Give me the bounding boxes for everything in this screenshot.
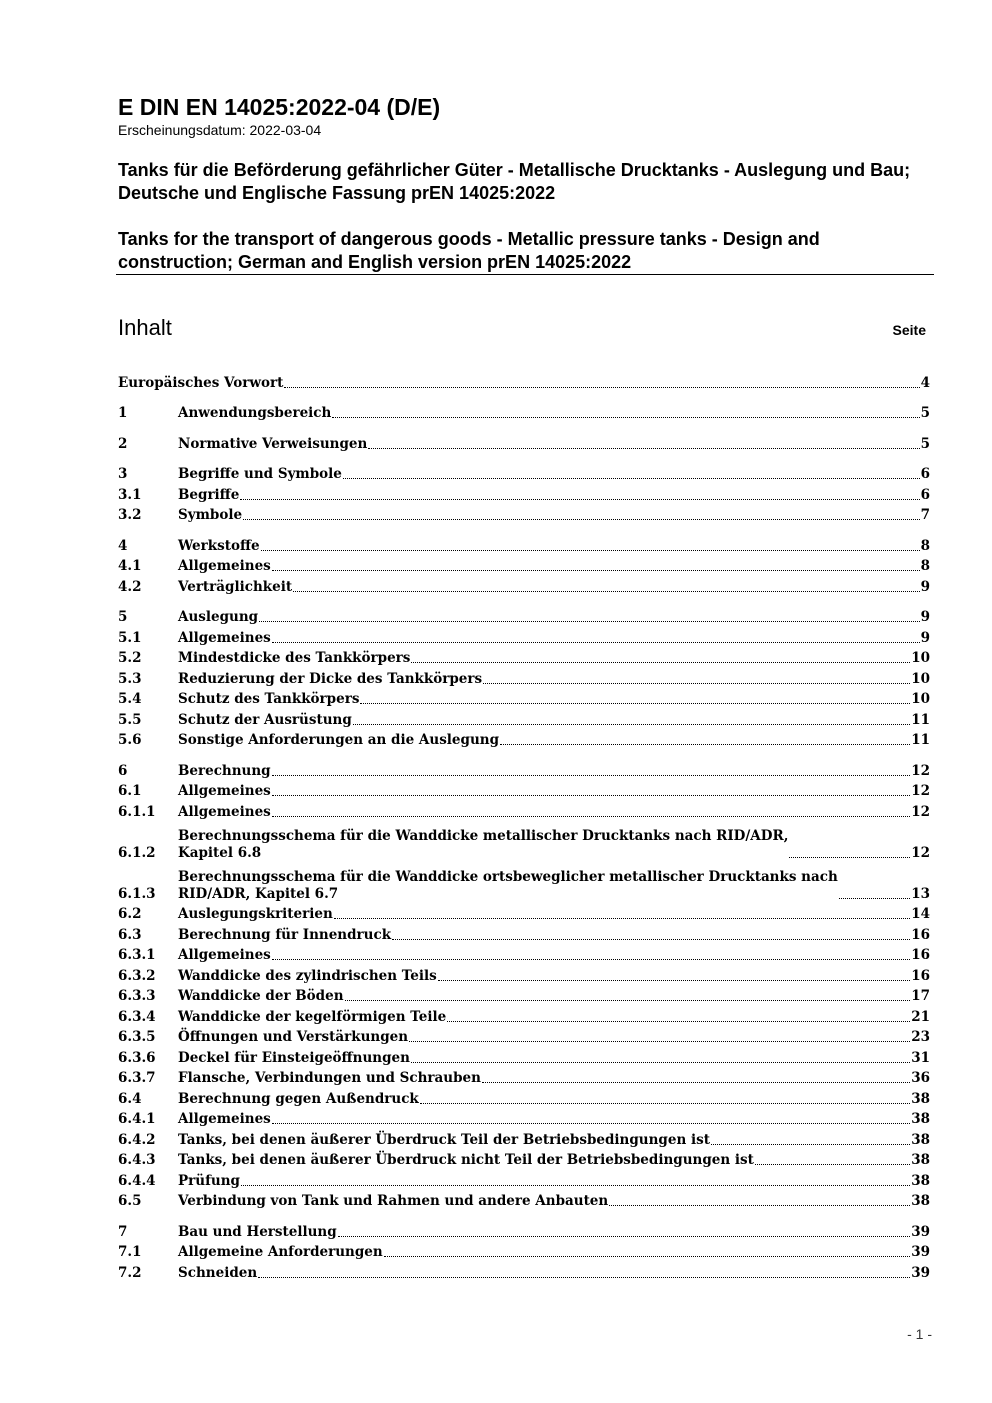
- toc-entry[interactable]: [118, 944, 930, 965]
- toc-dot-leader: [272, 959, 910, 960]
- document-id: E DIN EN 14025:2022-04 (D/E): [118, 94, 441, 120]
- toc-entry-title: Allgemeines: [178, 558, 271, 574]
- toc-entry-page: 39: [911, 1264, 930, 1281]
- toc-entry-body: [178, 927, 930, 944]
- toc-entry[interactable]: [118, 862, 930, 903]
- toc-entry-number: 4.2: [118, 578, 142, 595]
- toc-entry[interactable]: [118, 504, 930, 525]
- toc-entry-number: 7.1: [118, 1244, 142, 1260]
- toc-entry-body: [178, 828, 930, 862]
- toc-entry-page: 36: [911, 1070, 930, 1086]
- toc-entry-body: [178, 558, 930, 575]
- toc-entry-title: Allgemeines: [178, 783, 271, 799]
- toc-entry-page: 21: [911, 1008, 930, 1025]
- toc-dot-leader: [272, 570, 920, 571]
- toc-entry-body: [178, 609, 930, 626]
- toc-dot-leader: [272, 775, 911, 776]
- toc-entry-page: 16: [911, 926, 930, 943]
- toc-entry-page: 23: [911, 1029, 930, 1045]
- title-german: Tanks für die Beförderung gefährlicher Güter - Metallische Drucktanks - Auslegung und Bau; Deutsche und Englische Fassung prEN 14025:2022: [118, 160, 911, 203]
- toc-entry-title: Verträglichkeit: [178, 578, 293, 595]
- toc-entry-body: [178, 906, 930, 923]
- toc-entry-title: Bau und Herstellung: [178, 1223, 337, 1240]
- toc-entry-number: 6.3.6: [118, 1049, 156, 1066]
- toc-entry-title: Auslegung: [178, 609, 259, 625]
- toc-entry-title: Berechnung gegen Außendruck: [178, 1090, 419, 1107]
- toc-entry-title: Allgemeines: [178, 629, 271, 646]
- toc-entry-title: Tanks, bei denen äußerer Überdruck Teil der Betriebsbedingungen ist: [178, 1131, 710, 1148]
- toc-entry[interactable]: [118, 1046, 930, 1067]
- toc-entry-body: [178, 988, 930, 1005]
- toc-entry-title: Flansche, Verbindungen und Schrauben: [178, 1070, 481, 1086]
- toc-entry-title: Berechnung: [178, 762, 271, 779]
- toc-entry-page: 6: [920, 486, 930, 503]
- toc-entry[interactable]: [118, 606, 930, 627]
- toc-dot-leader: [420, 1103, 910, 1104]
- toc-entry-body: [178, 466, 930, 483]
- toc-entry[interactable]: [118, 534, 930, 555]
- toc-entry-body: [178, 487, 930, 504]
- toc-entry-body: [178, 968, 930, 985]
- toc-entry-page: 9: [920, 578, 930, 595]
- toc-dot-leader: [353, 724, 910, 725]
- toc-dot-leader: [609, 1205, 910, 1206]
- toc-entry[interactable]: [118, 626, 930, 647]
- toc-entry-page: 5: [920, 435, 930, 452]
- toc-dot-leader: [272, 1123, 910, 1124]
- toc-entry-number: 3.2: [118, 507, 142, 523]
- toc-entry-body: [178, 1009, 930, 1026]
- toc-dot-leader: [334, 918, 910, 919]
- toc-entry-page: 12: [911, 762, 930, 779]
- toc-entry-title: Öffnungen und Verstärkungen: [178, 1029, 409, 1045]
- toc-dot-leader: [241, 1185, 910, 1186]
- toc-entry-title: Deckel für Einsteigeöffnungen: [178, 1049, 410, 1066]
- toc-entry-title: Symbole: [178, 507, 243, 523]
- toc-entry[interactable]: [118, 371, 930, 392]
- toc-entry[interactable]: [118, 1108, 930, 1129]
- toc-entry[interactable]: [118, 729, 930, 750]
- toc-entry-body: [178, 630, 930, 647]
- toc-entry-page: 9: [920, 629, 930, 646]
- toc-entry-page: 5: [920, 405, 930, 421]
- toc-entry-number: 5.5: [118, 711, 142, 728]
- toc-entry-body: [178, 1132, 930, 1149]
- toc-entry-number: 6.4.3: [118, 1152, 156, 1168]
- toc-entry-number: 6.3.4: [118, 1008, 156, 1025]
- toc-dot-leader: [368, 448, 919, 449]
- toc-entry-page: 38: [911, 1172, 930, 1189]
- toc-dot-leader: [789, 857, 910, 858]
- toc-entry[interactable]: [118, 780, 930, 801]
- toc-entry-number: 7: [118, 1223, 128, 1240]
- toc-entry-title: Berechnungsschema für die Wanddicke metallischer Drucktanks nach RID/ADR, Kapitel 6.8: [178, 827, 789, 861]
- toc-dot-leader: [240, 499, 919, 500]
- toc-entry-title: Wanddicke des zylindrischen Teils: [178, 967, 437, 984]
- toc-dot-leader: [711, 1144, 910, 1145]
- toc-entry-number: 4: [118, 537, 128, 554]
- toc-entry-number: 4.1: [118, 558, 142, 574]
- toc-entry-number: 5.6: [118, 732, 142, 748]
- toc-entry-title: Schutz der Ausrüstung: [178, 711, 352, 728]
- toc-entry-page: 10: [911, 691, 930, 707]
- toc-entry-page: 10: [911, 650, 930, 666]
- toc-entry-number: 6.4.1: [118, 1111, 156, 1127]
- publication-date: Erscheinungsdatum: 2022-03-04: [118, 122, 322, 138]
- toc-entry[interactable]: [118, 964, 930, 985]
- toc-entry[interactable]: [118, 555, 930, 576]
- toc-entry[interactable]: [118, 688, 930, 709]
- toc-entry-body: [118, 375, 930, 392]
- toc-entry-page: 8: [920, 537, 930, 554]
- toc-entry-page: 12: [911, 783, 930, 799]
- toc-entry-number: 6.1.2: [118, 844, 156, 861]
- toc-entry-body: [178, 732, 930, 749]
- toc-entry-number: 6.3.7: [118, 1070, 156, 1086]
- toc-entry-title: Allgemeines: [178, 947, 271, 963]
- toc-entry[interactable]: [118, 1169, 930, 1190]
- toc-entry-page: 6: [920, 466, 930, 482]
- toc-entry-title: Wanddicke der Böden: [178, 988, 344, 1004]
- toc-entry[interactable]: [118, 1149, 930, 1170]
- toc-entry-number: 6.5: [118, 1193, 142, 1209]
- toc-entry[interactable]: [118, 402, 930, 423]
- toc-entry-body: [178, 1265, 930, 1282]
- toc-entry-number: 3.1: [118, 486, 142, 503]
- toc-entry-number: 6.3.5: [118, 1029, 156, 1045]
- toc-entry-number: 5: [118, 609, 128, 625]
- toc-entry-page: 8: [920, 558, 930, 574]
- toc-entry[interactable]: [118, 800, 930, 821]
- toc-entry-title: Werkstoffe: [178, 537, 260, 554]
- toc-entry-number: 2: [118, 435, 128, 452]
- toc-dot-leader: [293, 591, 920, 592]
- toc-entry-number: 6.3.2: [118, 967, 156, 984]
- toc-entry-page: 38: [911, 1152, 930, 1168]
- toc-dot-leader: [272, 642, 920, 643]
- toc-entry-page: 38: [911, 1131, 930, 1148]
- toc-dot-leader: [447, 1021, 910, 1022]
- toc-dot-leader: [345, 1000, 911, 1001]
- toc-entry[interactable]: [118, 1241, 930, 1262]
- toc-entry-number: 5.3: [118, 670, 142, 687]
- toc-entry-page: 38: [911, 1193, 930, 1209]
- toc-dot-leader: [411, 1062, 910, 1063]
- toc-entry[interactable]: [118, 903, 930, 924]
- toc-entry-number: 6.3: [118, 926, 142, 943]
- toc-entry-title: Tanks, bei denen äußerer Überdruck nicht Teil der Betriebsbedingungen ist: [178, 1152, 754, 1168]
- toc-entry-page: 11: [911, 711, 930, 728]
- toc-entry-page: 16: [911, 947, 930, 963]
- toc-entry-number: 6: [118, 762, 128, 779]
- toc-entry-body: [178, 1173, 930, 1190]
- toc-dot-leader: [409, 1041, 910, 1042]
- toc-entry-body: [178, 1050, 930, 1067]
- toc-entry[interactable]: [118, 483, 930, 504]
- toc-entry-title: Berechnungsschema für die Wanddicke ortsbeweglicher metallischer Drucktanks nach RID/ADR, Kapitel 6.7: [178, 868, 838, 902]
- toc-entry-body: [178, 691, 930, 708]
- toc-entry[interactable]: [118, 1067, 930, 1088]
- toc-entry-body: [178, 579, 930, 596]
- toc-entry-page: 12: [911, 844, 930, 861]
- toc-entry-body: [178, 1070, 930, 1087]
- toc-entry-number: 3: [118, 466, 128, 482]
- toc-entry-page: 10: [911, 670, 930, 687]
- toc-entry-page: 16: [911, 967, 930, 984]
- toc-dot-leader: [243, 519, 920, 520]
- toc-entry-number: 5.4: [118, 691, 142, 707]
- toc-entry-page: 38: [911, 1090, 930, 1107]
- toc-entry-number: 6.2: [118, 906, 142, 922]
- toc-entry-page: 38: [911, 1111, 930, 1127]
- toc-dot-leader: [755, 1164, 910, 1165]
- toc-dot-leader: [482, 1082, 910, 1083]
- toc-entry-title: Begriffe: [178, 486, 240, 503]
- toc-entry[interactable]: [118, 1128, 930, 1149]
- toc-dot-leader: [500, 744, 910, 745]
- toc-entry[interactable]: [118, 647, 930, 668]
- toc-entry-page: 39: [911, 1223, 930, 1240]
- toc-entry-body: [178, 1224, 930, 1241]
- toc-dot-leader: [338, 1236, 911, 1237]
- toc-entry-number: 6.3.1: [118, 947, 156, 963]
- toc-entry-body: [178, 405, 930, 422]
- toc-entry-page: 17: [911, 988, 930, 1004]
- toc-dot-leader: [839, 898, 910, 899]
- toc-entry-title: Schutz des Tankkörpers: [178, 691, 360, 707]
- toc-entry-body: [178, 763, 930, 780]
- toc-entry-page: 14: [911, 906, 930, 922]
- toc-entry-title: Mindestdicke des Tankkörpers: [178, 650, 411, 666]
- toc-entry[interactable]: [118, 1005, 930, 1026]
- toc-dot-leader: [284, 387, 919, 388]
- toc-entry-title: Schneiden: [178, 1264, 258, 1281]
- toc-entry-number: 6.1.1: [118, 803, 156, 820]
- toc-entry[interactable]: [118, 667, 930, 688]
- toc-dot-leader: [332, 417, 919, 418]
- toc-entry-title: Normative Verweisungen: [178, 435, 368, 452]
- toc-dot-leader: [360, 703, 910, 704]
- toc-heading: Inhalt: [118, 315, 172, 340]
- toc-entry-title: Auslegungskriterien: [178, 906, 333, 922]
- toc-entry-body: [178, 1193, 930, 1210]
- toc-dot-leader: [392, 939, 910, 940]
- toc-entry-title: Anwendungsbereich: [178, 405, 332, 421]
- toc-entry-page: 9: [920, 609, 930, 625]
- toc-entry-title: Wanddicke der kegelförmigen Teile: [178, 1008, 447, 1025]
- toc-dot-leader: [259, 621, 919, 622]
- toc-entry-number: 6.1.3: [118, 885, 156, 902]
- toc-entry-title: Sonstige Anforderungen an die Auslegung: [178, 732, 500, 748]
- toc-entry-title: Berechnung für Innendruck: [178, 926, 392, 943]
- table-of-contents: [118, 371, 930, 1282]
- toc-entry[interactable]: [118, 1220, 930, 1241]
- toc-entry-page: 4: [920, 374, 930, 391]
- toc-entry[interactable]: [118, 759, 930, 780]
- toc-dot-leader: [343, 478, 920, 479]
- toc-entry-title: Begriffe und Symbole: [178, 466, 342, 482]
- toc-entry-page: 13: [911, 885, 930, 902]
- toc-entry-number: 6.4: [118, 1090, 142, 1107]
- toc-entry-body: [178, 783, 930, 800]
- toc-entry-title: Europäisches Vorwort: [118, 374, 284, 391]
- toc-dot-leader: [261, 550, 920, 551]
- toc-entry-body: [178, 712, 930, 729]
- toc-dot-leader: [272, 795, 910, 796]
- toc-entry-body: [178, 1111, 930, 1128]
- page-number: - 1 -: [907, 1326, 932, 1342]
- toc-dot-leader: [258, 1277, 910, 1278]
- toc-entry-body: [178, 804, 930, 821]
- toc-entry-title: Allgemeines: [178, 803, 271, 820]
- toc-entry[interactable]: [118, 1087, 930, 1108]
- toc-dot-leader: [438, 980, 911, 981]
- toc-entry[interactable]: [118, 1261, 930, 1282]
- toc-entry-body: [178, 1091, 930, 1108]
- toc-entry-number: 6.4.2: [118, 1131, 156, 1148]
- toc-entry-page: 11: [911, 732, 930, 748]
- toc-dot-leader: [483, 683, 910, 684]
- toc-dot-leader: [384, 1256, 911, 1257]
- toc-entry-number: 7.2: [118, 1264, 142, 1281]
- toc-entry-number: 6.1: [118, 783, 142, 799]
- toc-entry-number: 1: [118, 405, 128, 421]
- toc-entry-title: Allgemeines: [178, 1111, 271, 1127]
- toc-page-column-label: Seite: [892, 322, 926, 338]
- toc-entry[interactable]: [118, 821, 930, 862]
- toc-entry-title: Prüfung: [178, 1172, 240, 1189]
- toc-entry-page: 12: [911, 803, 930, 820]
- toc-entry-number: 5.2: [118, 650, 142, 666]
- toc-entry-page: 39: [911, 1244, 930, 1260]
- header-divider: [116, 274, 934, 275]
- toc-entry[interactable]: [118, 1190, 930, 1211]
- toc-entry-body: [178, 947, 930, 964]
- toc-entry-body: [178, 1152, 930, 1169]
- title-english: Tanks for the transport of dangerous goods - Metallic pressure tanks - Design and construction; German and English version prEN 14025:2022: [118, 229, 820, 272]
- toc-entry-number: 5.1: [118, 629, 142, 646]
- toc-entry-page: 31: [911, 1049, 930, 1066]
- toc-entry-title: Reduzierung der Dicke des Tankkörpers: [178, 670, 483, 687]
- toc-entry-body: [178, 650, 930, 667]
- toc-entry-number: 6.3.3: [118, 988, 156, 1004]
- toc-entry-body: [178, 436, 930, 453]
- toc-dot-leader: [411, 662, 910, 663]
- toc-entry[interactable]: [118, 463, 930, 484]
- toc-entry-title: Verbindung von Tank und Rahmen und andere Anbauten: [178, 1193, 609, 1209]
- toc-entry-body: [178, 671, 930, 688]
- toc-entry-body: [178, 1029, 930, 1046]
- toc-entry-body: [178, 869, 930, 903]
- toc-entry-body: [178, 507, 930, 524]
- toc-entry-body: [178, 1244, 930, 1261]
- toc-entry-body: [178, 538, 930, 555]
- toc-entry-page: 7: [920, 507, 930, 523]
- toc-entry[interactable]: [118, 1026, 930, 1047]
- toc-dot-leader: [272, 816, 910, 817]
- toc-entry[interactable]: [118, 985, 930, 1006]
- toc-entry[interactable]: [118, 432, 930, 453]
- toc-entry[interactable]: [118, 923, 930, 944]
- toc-entry-number: 6.4.4: [118, 1172, 156, 1189]
- toc-entry[interactable]: [118, 575, 930, 596]
- toc-entry-title: Allgemeine Anforderungen: [178, 1244, 383, 1260]
- toc-entry[interactable]: [118, 708, 930, 729]
